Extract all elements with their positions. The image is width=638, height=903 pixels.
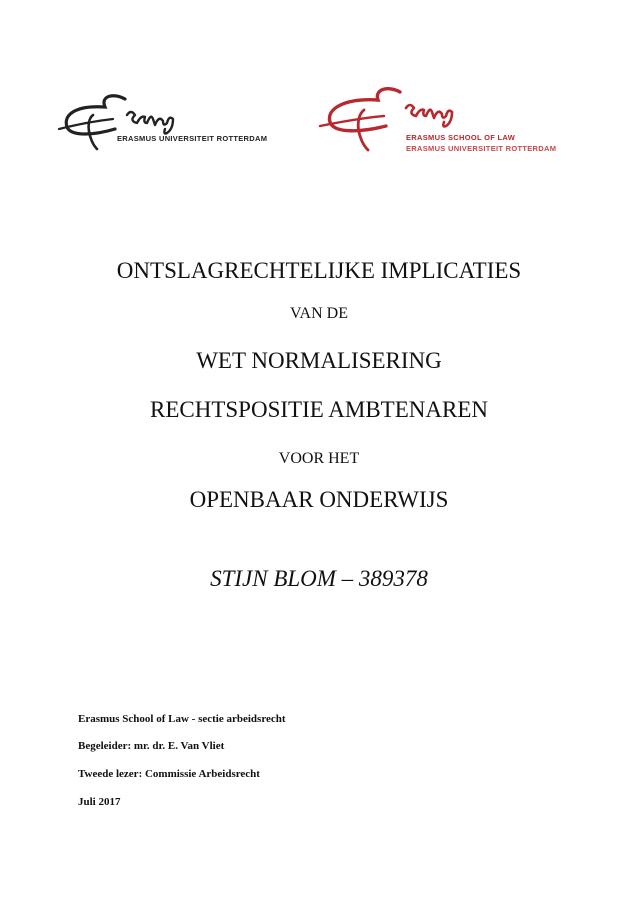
- second-reader: Tweede lezer: Commissie Arbeidsrecht: [78, 768, 260, 780]
- law-school-logo-line1: ERASMUS SCHOOL OF LAW: [406, 133, 516, 142]
- erasmus-university-logo: [55, 85, 305, 155]
- title-line-5: VOOR HET: [278, 450, 360, 467]
- university-logo-subtitle: ERASMUS UNIVERSITEIT ROTTERDAM: [117, 134, 268, 143]
- school-section: Erasmus School of Law - sectie arbeidsrecht: [78, 713, 286, 725]
- title-line-6: OPENBAAR ONDERWIJS: [189, 487, 449, 512]
- title-line-1: ONTSLAGRECHTELIJKE IMPLICATIES: [116, 258, 522, 283]
- title-line-4: RECHTSPOSITIE AMBTENAREN: [150, 397, 488, 422]
- erasmus-signature-icon: [55, 85, 305, 155]
- supervisor: Begeleider: mr. dr. E. Van Vliet: [78, 740, 225, 752]
- author-name: STIJN BLOM – 389378: [210, 566, 428, 591]
- title-line-2: VAN DE: [290, 305, 348, 322]
- law-school-logo-line2: ERASMUS UNIVERSITEIT ROTTERDAM: [406, 144, 557, 153]
- date: Juli 2017: [78, 796, 121, 808]
- erasmus-school-of-law-logo: [316, 80, 586, 160]
- title-line-3: WET NORMALISERING: [196, 348, 442, 373]
